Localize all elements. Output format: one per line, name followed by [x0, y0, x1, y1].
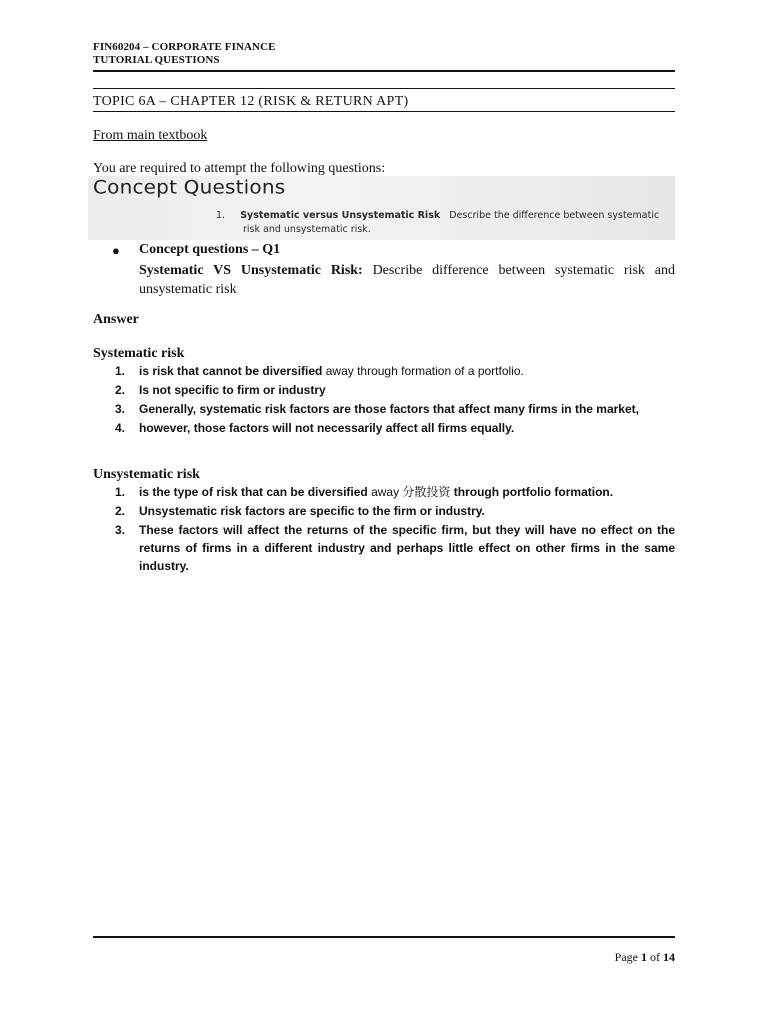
unsystematic-risk-title: Unsystematic risk — [93, 467, 200, 482]
scan-title: Concept Questions — [93, 176, 286, 199]
list-number: 3. — [115, 523, 126, 537]
header-rule — [93, 70, 675, 72]
source-label: From main textbook — [93, 128, 208, 143]
course-title: FIN60204 – CORPORATE FINANCE — [93, 41, 276, 53]
topic-heading: TOPIC 6A – CHAPTER 12 (RISK & RETURN APT) — [93, 94, 409, 109]
answer-label: Answer — [93, 312, 139, 327]
scan-question-line1 — [216, 210, 659, 221]
list-number: 1. — [115, 364, 126, 378]
list-item: 3. Generally, systematic risk factors are those factors that affect many firms in the market, — [115, 402, 639, 416]
footer-rule — [93, 936, 675, 938]
unsystematic-risk-list — [93, 483, 675, 576]
page-number: Page 1 of 14 — [614, 950, 675, 964]
list-item: 2. Is not specific to firm or industry — [115, 383, 326, 397]
list-number: 1. — [115, 485, 126, 499]
list-number: 3. — [115, 402, 126, 416]
list-item: 1. is risk that cannot be diversified away through formation of a portfolio. — [115, 364, 524, 378]
list-item: 3. These factors will affect the returns of the specific firm, but they will have no effect on the returns of firms in a different industry and perhaps little effect on other firms in the same industry. — [115, 523, 675, 573]
list-number: 2. — [115, 383, 126, 397]
textbook-scan-image — [88, 176, 675, 240]
concept-question-label: Systematic VS Unsystematic Risk: — [139, 263, 363, 278]
scan-question-text: Describe the difference between systematic — [449, 210, 660, 221]
scan-question-number: 1. — [216, 210, 226, 221]
topic-rule-top — [93, 88, 675, 89]
header-subtitle: TUTORIAL QUESTIONS — [93, 54, 220, 66]
systematic-risk-list — [93, 362, 675, 438]
list-item: 2. Unsystematic risk factors are specific to the firm or industry. — [115, 504, 485, 518]
list-number: 4. — [115, 421, 126, 435]
list-item: 4. however, those factors will not necessarily affect all firms equally. — [115, 421, 515, 435]
list-item: 1. is the type of risk that can be diversified away 分散投资 through portfolio formation. — [115, 485, 614, 499]
intro-text: You are required to attempt the following questions: — [93, 161, 386, 176]
concept-question-heading: Concept questions – Q1 — [139, 242, 281, 257]
concept-question-body: Describe difference between systematic risk and unsystematic risk — [139, 263, 675, 297]
document-header — [93, 41, 276, 67]
list-number: 2. — [115, 504, 126, 518]
scan-question-label: Systematic versus Unsystematic Risk — [240, 210, 441, 221]
scan-question-line2: risk and unsystematic risk. — [243, 224, 371, 235]
topic-rule-bottom — [93, 111, 675, 112]
bullet-icon: ● — [112, 243, 120, 258]
systematic-risk-title: Systematic risk — [93, 346, 185, 361]
concept-question-text — [139, 261, 675, 299]
